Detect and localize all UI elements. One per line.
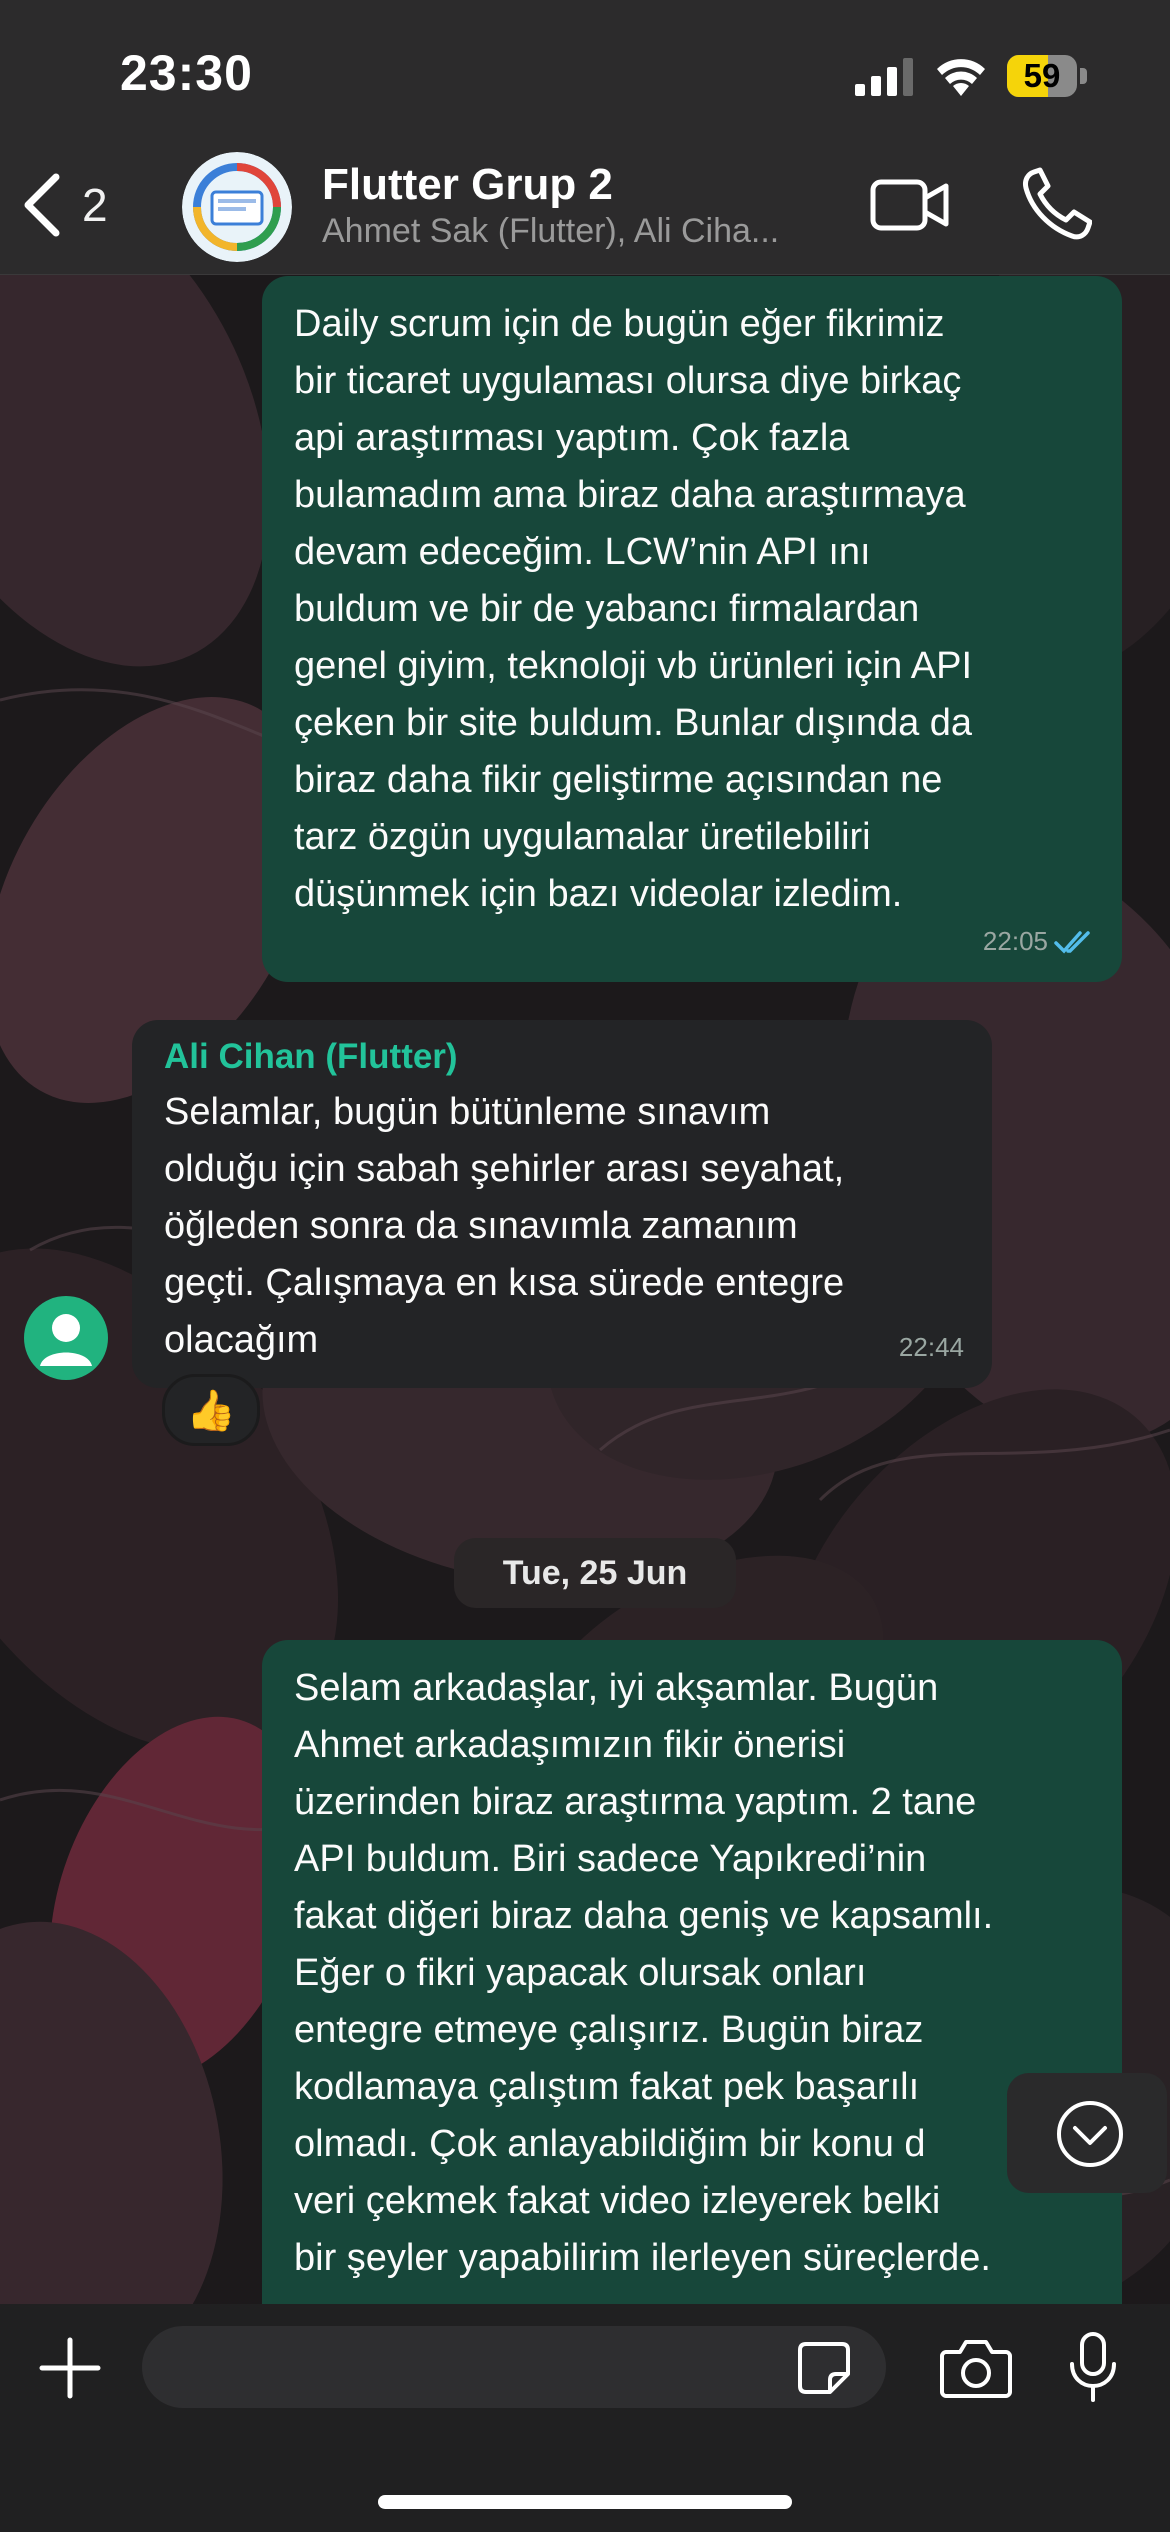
message-text: Daily scrum için de bugün eğer fikrimiz bir ticaret uygulaması olursa diye birkaç api araştırması yaptım. Çok fazla bulamadım ama biraz daha araştırmaya devam edeceğim. LCW’nin API ını buldum ve bir de yabancı firmalardan genel giyim, teknoloji vb ürünleri için API çeken bir site buldum. Bunlar dışında da biraz daha fikir geliştirme açısından ne tarz özgün uygulamalar üretilebiliri düşünmek için bazı videolar izledim.	[294, 303, 973, 915]
phone-icon[interactable]	[1020, 166, 1092, 244]
message-text: Selam arkadaşlar, iyi akşamlar. Bugün Ahmet arkadaşımızın fikir önerisi üzerinden biraz araştırma yaptım. 2 tane API buldum. Biri sadece Yapıkredi’nin fakat diğeri biraz daha geniş ve kapsamlı. Eğer o fikri yapacak olursak onları entegre etmeye çalışırız. Bugün biraz kodlamaya çalıştım fakat pek başarılı olmadı. Çok anlayabildiğim bir konu d veri çekmek fakat video izleyerek belki bir şeyler yapabilirim ilerleyen süreçlerde.	[294, 1667, 994, 2279]
group-avatar[interactable]	[182, 152, 292, 262]
message-bubble-outgoing[interactable]	[262, 1640, 1122, 2304]
unread-count: 2	[82, 179, 108, 231]
status-time: 23:30	[120, 45, 253, 101]
group-avatar-image	[182, 152, 292, 262]
message-input[interactable]	[142, 2326, 886, 2408]
home-indicator[interactable]	[378, 2495, 792, 2509]
status-bar	[0, 0, 1170, 140]
message-time: 22:05	[982, 926, 1048, 956]
video-call-icon[interactable]	[870, 170, 950, 240]
message-reaction[interactable]: 👍	[162, 1374, 260, 1446]
message-meta	[899, 1319, 964, 1376]
message-meta	[983, 913, 1094, 970]
sender-name[interactable]: Ali Cihan (Flutter)	[164, 1037, 458, 1076]
battery-indicator	[1007, 55, 1087, 97]
scroll-to-bottom-button[interactable]	[1007, 2073, 1167, 2193]
back-chevron-icon	[20, 173, 64, 237]
group-members[interactable]: Ahmet Sak (Flutter), Ali Ciha...	[322, 212, 780, 250]
camera-icon[interactable]	[940, 2338, 1012, 2398]
date-separator: Tue, 25 Jun	[454, 1538, 736, 1608]
chat-header	[0, 140, 1170, 275]
message-composer	[0, 2304, 1170, 2532]
sender-avatar[interactable]	[24, 1296, 108, 1380]
message-list[interactable]	[0, 274, 1170, 2304]
message-text: Selamlar, bugün bütünleme sınavım olduğu için sabah şehirler arası seyahat, öğleden sonra da sınavımla zamanım geçti. Çalışmaya en kısa sürede entegre olacağım	[164, 1091, 845, 1361]
plus-icon[interactable]	[38, 2336, 102, 2400]
sticker-icon[interactable]	[796, 2340, 852, 2396]
chevron-down-icon	[1055, 2099, 1125, 2169]
back-button[interactable]	[20, 170, 130, 240]
message-bubble-outgoing[interactable]	[262, 276, 1122, 982]
person-icon	[24, 1296, 108, 1380]
group-name[interactable]: Flutter Grup 2	[322, 160, 613, 209]
cellular-signal-icon	[855, 58, 915, 96]
microphone-icon[interactable]	[1068, 2332, 1118, 2404]
message-time: 22:44	[898, 1332, 964, 1362]
wifi-icon	[935, 56, 987, 96]
battery-percent: 59	[1023, 57, 1061, 94]
message-bubble-incoming[interactable]	[132, 1020, 992, 1388]
double-check-icon	[1054, 929, 1094, 955]
